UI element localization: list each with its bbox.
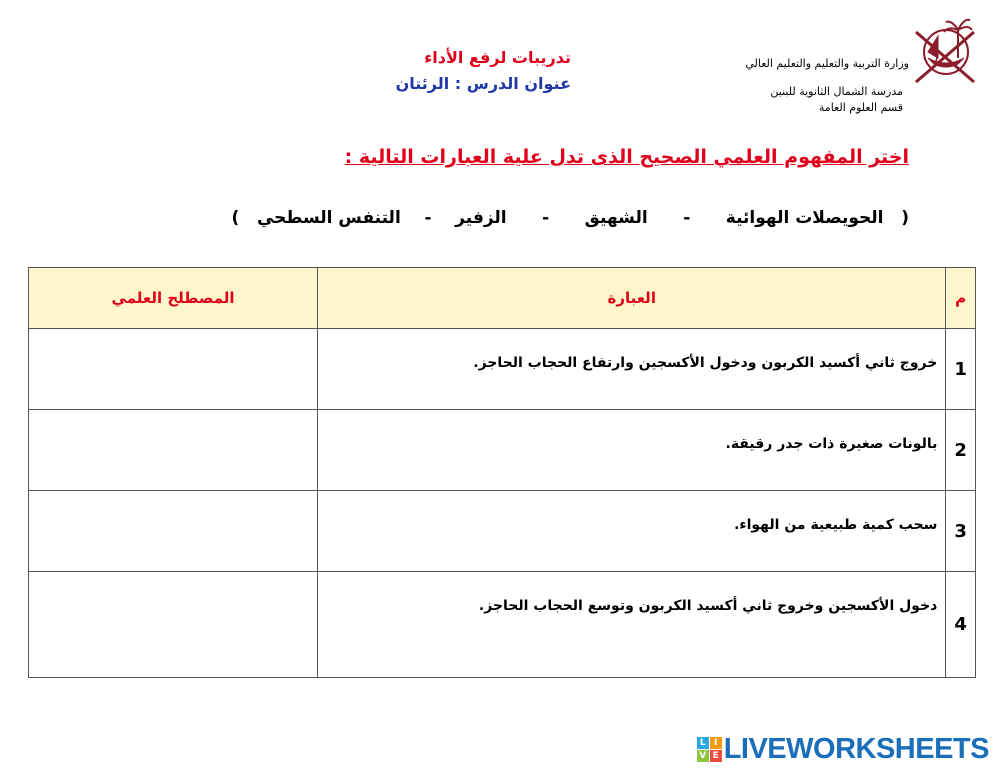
row-number-2: 2 (946, 410, 976, 491)
table-row (29, 410, 976, 491)
liveworksheets-logo (697, 732, 989, 766)
header-num: م (946, 268, 976, 329)
statement-4: دخول الأكسجين وخروج ثاني أكسيد الكربون وتوسع الحجاب الحاجز. (318, 572, 946, 678)
word-bank: ( الحويصلات الهوائية - الشهيق - الزفير - التنفس السطحي ) (231, 208, 909, 228)
row-number-1: 1 (946, 329, 976, 410)
training-title: تدريبات لرفع الأداء (424, 48, 571, 67)
statement-2: بالونات صغيرة ذات جدر رقيقة. (318, 410, 946, 491)
header-statement: العبارة (318, 268, 946, 329)
statement-1: خروج ثاني أكسيد الكربون ودخول الأكسجين وارتفاع الحجاب الحاجز. (318, 329, 946, 410)
table-row (29, 572, 976, 678)
answer-cell-2[interactable] (29, 410, 318, 491)
answer-cell-4[interactable] (29, 572, 318, 678)
row-number-3: 3 (946, 491, 976, 572)
answer-cell-3[interactable] (29, 491, 318, 572)
ministry-header (745, 56, 909, 72)
header-term: المصطلح العلمي (29, 268, 318, 329)
table-row (29, 329, 976, 410)
answer-cell-1[interactable] (29, 329, 318, 410)
logo-blocks-icon: L I V E (697, 737, 722, 762)
table-header-row (29, 268, 976, 329)
question-table (28, 267, 976, 678)
qatar-emblem-icon (906, 12, 984, 92)
table-row (29, 491, 976, 572)
school-header (770, 84, 903, 116)
logo-text: LIVEWORKSHEETS (723, 732, 989, 765)
statement-3: سحب كمية طبيعية من الهواء. (318, 491, 946, 572)
instruction-heading: اختر المفهوم العلمي الصحيح الذى تدل علية العبارات التالية : (344, 146, 909, 168)
school-name: مدرسة الشمال الثانوية للبنين (770, 85, 903, 98)
department-name: قسم العلوم العامة (818, 101, 903, 114)
lesson-title: عنوان الدرس : الرئتان (395, 74, 571, 93)
ministry-name: وزارة التربية والتعليم والتعليم العالي (745, 57, 909, 70)
row-number-4: 4 (946, 572, 976, 678)
